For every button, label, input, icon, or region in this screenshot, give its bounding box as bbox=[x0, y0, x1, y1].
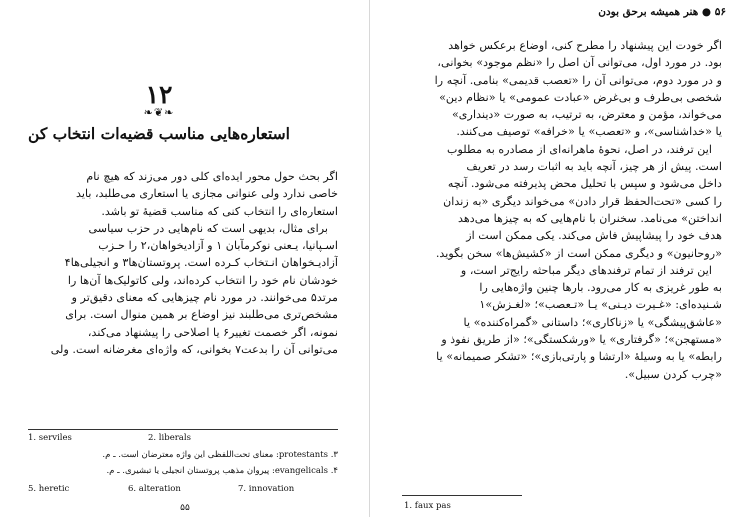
text-line: خاصی ندارد ولی عنوانی مجازی یا استعاری می‌طلبد، باید bbox=[75, 187, 338, 201]
chapter-number: ۱۲ bbox=[145, 80, 173, 109]
left-body-text bbox=[26, 168, 338, 358]
text-line: رابطه» یا به وسیلهٔ «ارتشا و پارتی‌بازی»؛ «تشکر صمیمانه» یا bbox=[436, 350, 722, 364]
footnote-4: ۴. evangelicals: پیروان مذهب پروتستان انجیلی یا تبشیری. ـ م. bbox=[106, 466, 338, 476]
text-line: نمونه، اگر خصمت تغییر۶ یا اصلاحی را پیشنهاد می‌کند، bbox=[87, 325, 338, 339]
text-line: مشخص‌تری می‌طلبند نیز اوضاع بر همین منوال است. برای bbox=[65, 308, 338, 322]
text-line: هدف خود را پیشاپیش فاش می‌کند. یکی ممکن است از bbox=[466, 229, 722, 243]
text-line: و در مورد دوم، می‌توانی آن را «تعصب قدیمی» بنامی. آنچه را bbox=[434, 73, 722, 87]
footnote-2: 2. liberals bbox=[148, 433, 191, 443]
text-line: این ترفند از تمام ترفندهای دیگر مباحثه رایج‌تر است، و bbox=[460, 263, 712, 277]
text-line: «مستهجن»؛ «گرفتاری» یا «ورشکستگی»؛ «از طریق نفوذ و bbox=[441, 333, 722, 347]
text-line: «عاشق‌پیشگی» یا «زناکاری»؛ داستانی «گمراه‌کننده» یا bbox=[463, 315, 722, 329]
text-line: را کسی «تحت‌الحفظ قرار دادن» می‌خواند دیگری «به زندان bbox=[443, 194, 722, 208]
right-page bbox=[370, 0, 740, 517]
footnote-row bbox=[28, 433, 338, 443]
right-body-text bbox=[400, 37, 722, 383]
text-line: این ترفند، در اصل، نحوهٔ ماهرانه‌ای از مصادره به مطلوب bbox=[446, 142, 712, 156]
footnote-rule bbox=[28, 429, 338, 430]
footnote-5: 5. heretic bbox=[28, 484, 70, 494]
text-line: داخل می‌شود و سپس با تحلیل محض پذیرفته می‌شود. آنچه bbox=[447, 177, 722, 191]
footnote-rule bbox=[402, 495, 522, 496]
text-line: می‌خواند، مؤمن و معترض، به ترتیب، به صورت «دینداری» bbox=[451, 108, 722, 122]
chapter-ornament: ❧❦❧ bbox=[143, 106, 175, 119]
footnote-1: 1. faux pas bbox=[404, 501, 451, 511]
text-line: است. پیش از هر چیز، آنچه باید به اثبات رسد در تعریف bbox=[466, 160, 722, 174]
text-line: به طور غریزی به کار می‌رود. بارها چنین واژه‌هایی را bbox=[479, 281, 722, 295]
text-line: انداختن» می‌نامد. سخنران با نام‌هایی که به چیزها می‌دهد bbox=[457, 211, 722, 225]
footnote-6: 6. alteration bbox=[128, 484, 181, 494]
text-line: اگر بحث حول محور ایده‌ای کلی دور می‌زند که هیچ نام bbox=[86, 170, 338, 183]
footnote-row bbox=[28, 484, 338, 494]
text-line: «چرب کردن سبیل». bbox=[624, 367, 722, 381]
footnote-1: 1. serviles bbox=[28, 433, 72, 443]
text-line: بود. در مورد اول، می‌توانی آن اصل را «نظم موجود» بخوانی، bbox=[437, 56, 722, 70]
text-line: «روحانیون» و دیگری ممکن است از «کشیش‌ها» سخن بگوید. bbox=[435, 246, 722, 260]
page-number: ۵۵ bbox=[180, 503, 190, 513]
chapter-title: استعاره‌هایی مناسب قضیه‌ات انتخاب کن bbox=[28, 124, 290, 143]
text-line: شخصی بی‌طرف و بی‌غرض «عبادت عمومی» یا «نظام دین» bbox=[439, 90, 722, 104]
running-head: ۵۶ ● هنر همیشه برحق بودن bbox=[598, 6, 726, 18]
footnote-7: 7. innovation bbox=[238, 484, 295, 494]
text-line: می‌توانی آن را بدعت۷ بخوانی، که واژه‌ای مغرضانه است. ولی bbox=[50, 342, 338, 356]
text-line: برای مثال، بدیهی است که نام‌هایی در حزب سیاسی bbox=[88, 221, 328, 235]
text-line: آزادیـخواهان انـتخاب کـرده است. پروتستان‌ها۳ و انجیلی‌ها۴ bbox=[64, 256, 338, 270]
text-line: استعاره‌ای را انتخاب کنی که مناسب قضیهٔ تو باشد. bbox=[101, 204, 338, 218]
text-line: مرتد۵ می‌خوانند. در مورد نام چیزهایی که معنای دقیق‌تر و bbox=[71, 291, 338, 305]
footnote-3: ۳. protestants: معنای تحت‌اللفظی این واژه معترضان است. ـ م. bbox=[102, 450, 338, 460]
text-line: اگر خودت این پیشنهاد را مطرح کنی، اوضاع برعکس خواهد bbox=[448, 39, 722, 52]
text-line: خودشان نام خود را انتخاب کرده‌اند، ولی کاتولیک‌ها آن‌ها را bbox=[67, 273, 338, 287]
text-line: شـنیده‌ای: «غـیرت دیـنی» یـا «تـعصب»؛ «لغـزش»۱ bbox=[479, 298, 722, 312]
text-line: یا «خداشناسی»، و «تعصب» یا «خرافه» توصیف می‌کنند. bbox=[456, 125, 722, 139]
text-line: اسـپانیا، یـعنی نوکرمآبان ۱ و آزادیخواهان،۲ را حـزب bbox=[98, 239, 338, 253]
